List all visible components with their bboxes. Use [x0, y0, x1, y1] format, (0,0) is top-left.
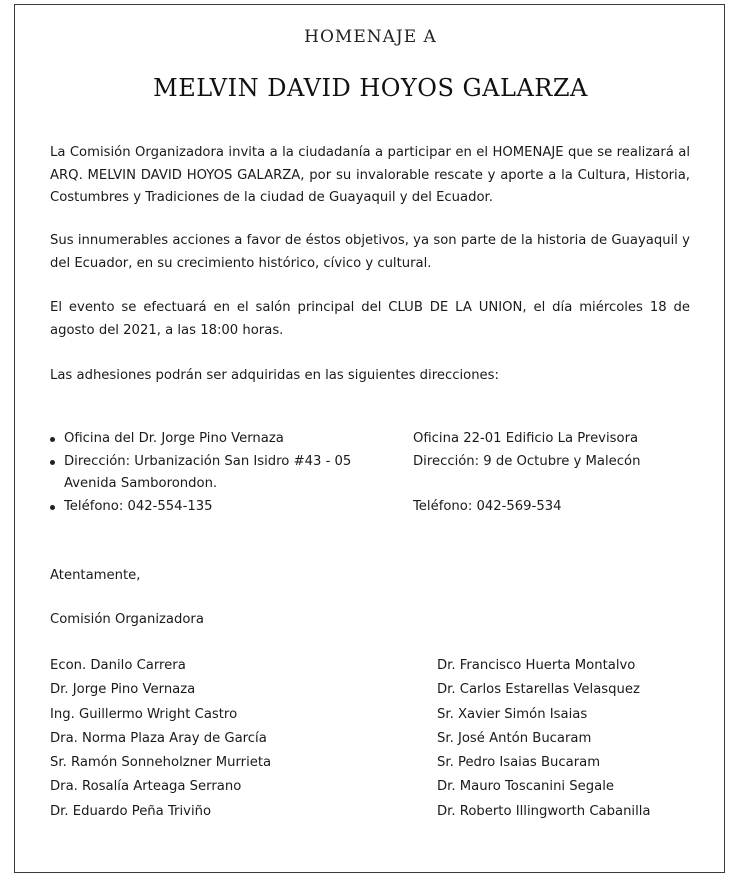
- invitation-paragraph: La Comisión Organizadora invita a la ciudadanía a participar en el HOMENAJE que se realizará al ARQ. MELVIN DAVID HOYOS GALARZA, por su invalorable rescate y aporte a la Cultura, Historia, Costumbres y Tradiciones de la ciudad de Guayaquil y del Ecuador.: [50, 145, 690, 205]
- signatory: Dr. Eduardo Peña Triviño: [50, 803, 212, 819]
- office-left: Oficina del Dr. Jorge Pino Vernaza: [64, 431, 284, 446]
- honoree-name-title: MELVIN DAVID HOYOS GALARZA: [153, 74, 588, 102]
- signatory: Ing. Guillermo Wright Castro: [50, 706, 238, 722]
- address-right: Dirección: 9 de Octubre y Malecón: [413, 453, 641, 469]
- signatory: Dra. Rosalía Arteaga Serrano: [50, 779, 242, 795]
- event-details-paragraph: El evento se efectuará en el salón principal del CLUB DE LA UNION, el día miércoles 18 de agosto del 2021, a las 18:00 horas.: [50, 300, 690, 338]
- office-right: Oficina 22-01 Edificio La Previsora: [413, 431, 639, 446]
- signatory: Sr. Xavier Simón Isaias: [437, 706, 588, 722]
- address-right-column: [413, 428, 703, 518]
- signatory: Sr. Ramón Sonneholzner Murrieta: [50, 755, 272, 771]
- phone-left: Teléfono: 042-554-135: [64, 498, 213, 514]
- bullet-address: [48, 451, 408, 496]
- address-left-line2: Avenida Samborondon.: [64, 476, 218, 491]
- signatory: Dra. Norma Plaza Aray de García: [50, 730, 267, 746]
- signatories-right-column: [437, 654, 727, 824]
- tribute-overline: HOMENAJE A: [304, 27, 437, 47]
- signatory: Dr. Mauro Toscanini Segale: [437, 779, 614, 795]
- committee-name: Comisión Organizadora: [50, 612, 204, 627]
- address-left-column: [48, 428, 408, 518]
- achievements-paragraph: Sus innumerables acciones a favor de éstos objetivos, ya son parte de la historia de Guayaquil y del Ecuador, en su crecimiento histórico, cívico y cultural.: [50, 233, 690, 271]
- address-left-line1: Dirección: Urbanización San Isidro #43 - 05: [64, 453, 352, 469]
- signatory: Dr. Roberto Illingworth Cabanilla: [437, 803, 651, 819]
- bullet-phone: [48, 496, 408, 519]
- signatories-left-column: [50, 654, 380, 824]
- signatory: Dr. Carlos Estarellas Velasquez: [437, 682, 640, 698]
- phone-right: Teléfono: 042-569-534: [413, 498, 562, 514]
- signatory: Sr. Pedro Isaias Bucaram: [437, 755, 601, 771]
- signatory: Sr. José Antón Bucaram: [437, 730, 592, 746]
- signatory: Dr. Jorge Pino Vernaza: [50, 682, 196, 698]
- signatory: Dr. Francisco Huerta Montalvo: [437, 658, 636, 673]
- adhesions-intro-paragraph: Las adhesiones podrán ser adquiridas en las siguientes direcciones:: [50, 368, 499, 383]
- bullet-office: [48, 428, 408, 451]
- closing-salutation: Atentamente,: [50, 568, 141, 583]
- signatory: Econ. Danilo Carrera: [50, 658, 186, 673]
